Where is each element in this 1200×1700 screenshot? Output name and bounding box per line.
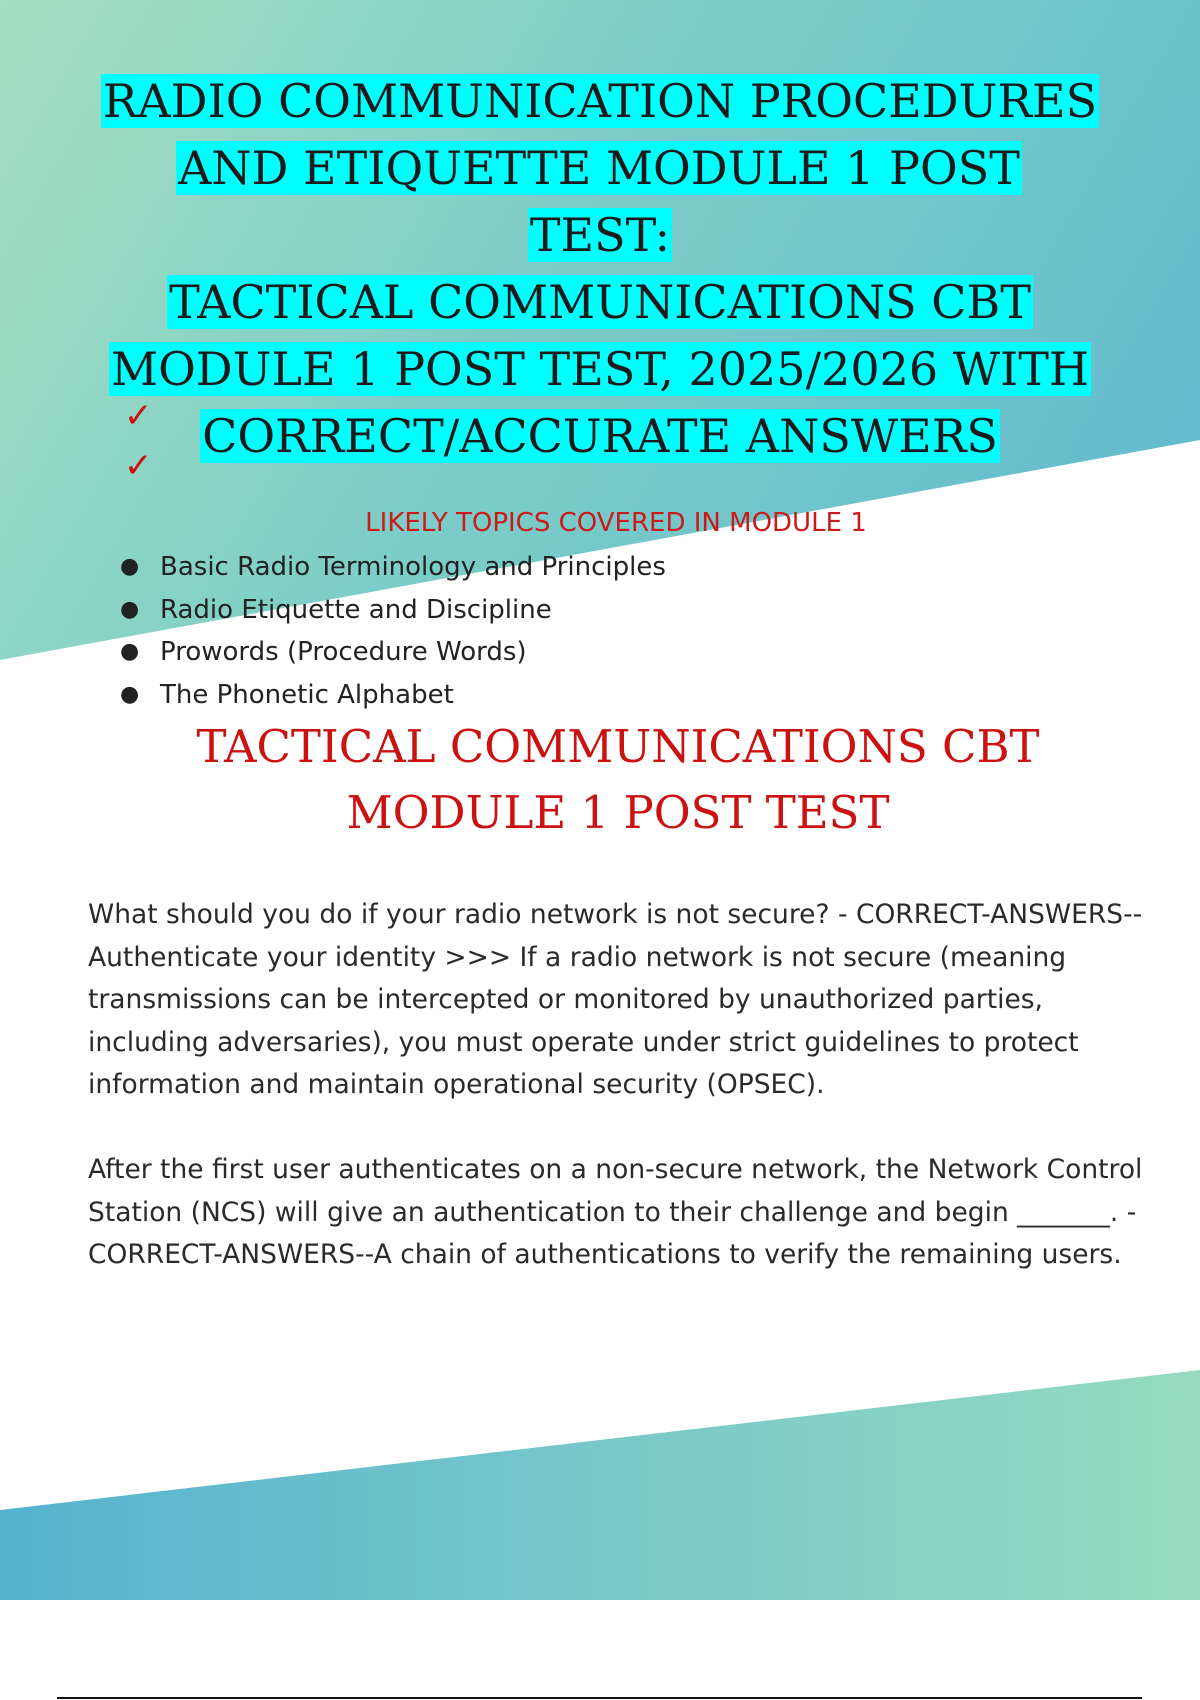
list-item-text: Radio Etiquette and Discipline [160,594,552,625]
list-item [120,674,666,717]
title-line: MODULE 1 POST TEST, 2025/2026 WITH [110,342,1090,396]
bullet-icon: ● [120,681,140,707]
checkmark-icon: ✓ [124,396,153,436]
checkmark-icon: ✓ [124,446,153,486]
title-line: CORRECT/ACCURATE ANSWERS [202,409,998,463]
title-line: TACTICAL COMMUNICATIONS CBT [169,275,1031,329]
list-item [120,631,666,674]
section-title [0,714,1200,846]
topics-list [120,546,666,716]
bullet-icon: ● [120,554,140,579]
question-answer-paragraph: After the first user authenticates on a non-secure network, the Network Control Station (NCS) will give an authentication to their challenge and begin _______. - CORRECT-ANSWERS--A chain of authentications to verify the remaining users. [88,1154,1143,1270]
list-item [120,546,666,589]
section-title-line: MODULE 1 POST TEST [346,786,890,839]
footer-divider [57,1697,1142,1699]
title-line: AND ETIQUETTE MODULE 1 POST TEST: [178,141,1020,262]
question-answer-paragraph: What should you do if your radio network is not secure? - CORRECT-ANSWERS--Authenticate your identity >>> If a radio network is not secure (meaning transmissions can be intercepted or monitored by unauthorized parties, including adversaries), you must operate under strict guidelines to protect information and maintain operational security (OPSEC). [88,899,1143,1100]
list-item-text: Prowords (Procedure Words) [160,637,527,667]
list-item [120,589,666,632]
list-item-text: The Phonetic Alphabet [160,679,454,710]
section-title-line: TACTICAL COMMUNICATIONS CBT [196,720,1040,773]
bullet-icon: ● [120,596,140,622]
title-line: RADIO COMMUNICATION PROCEDURES [102,74,1098,128]
bullet-icon: ● [120,639,140,664]
document-title [100,68,1100,470]
topics-heading: LIKELY TOPICS COVERED IN MODULE 1 [365,508,867,538]
list-item-text: Basic Radio Terminology and Principles [160,552,666,582]
